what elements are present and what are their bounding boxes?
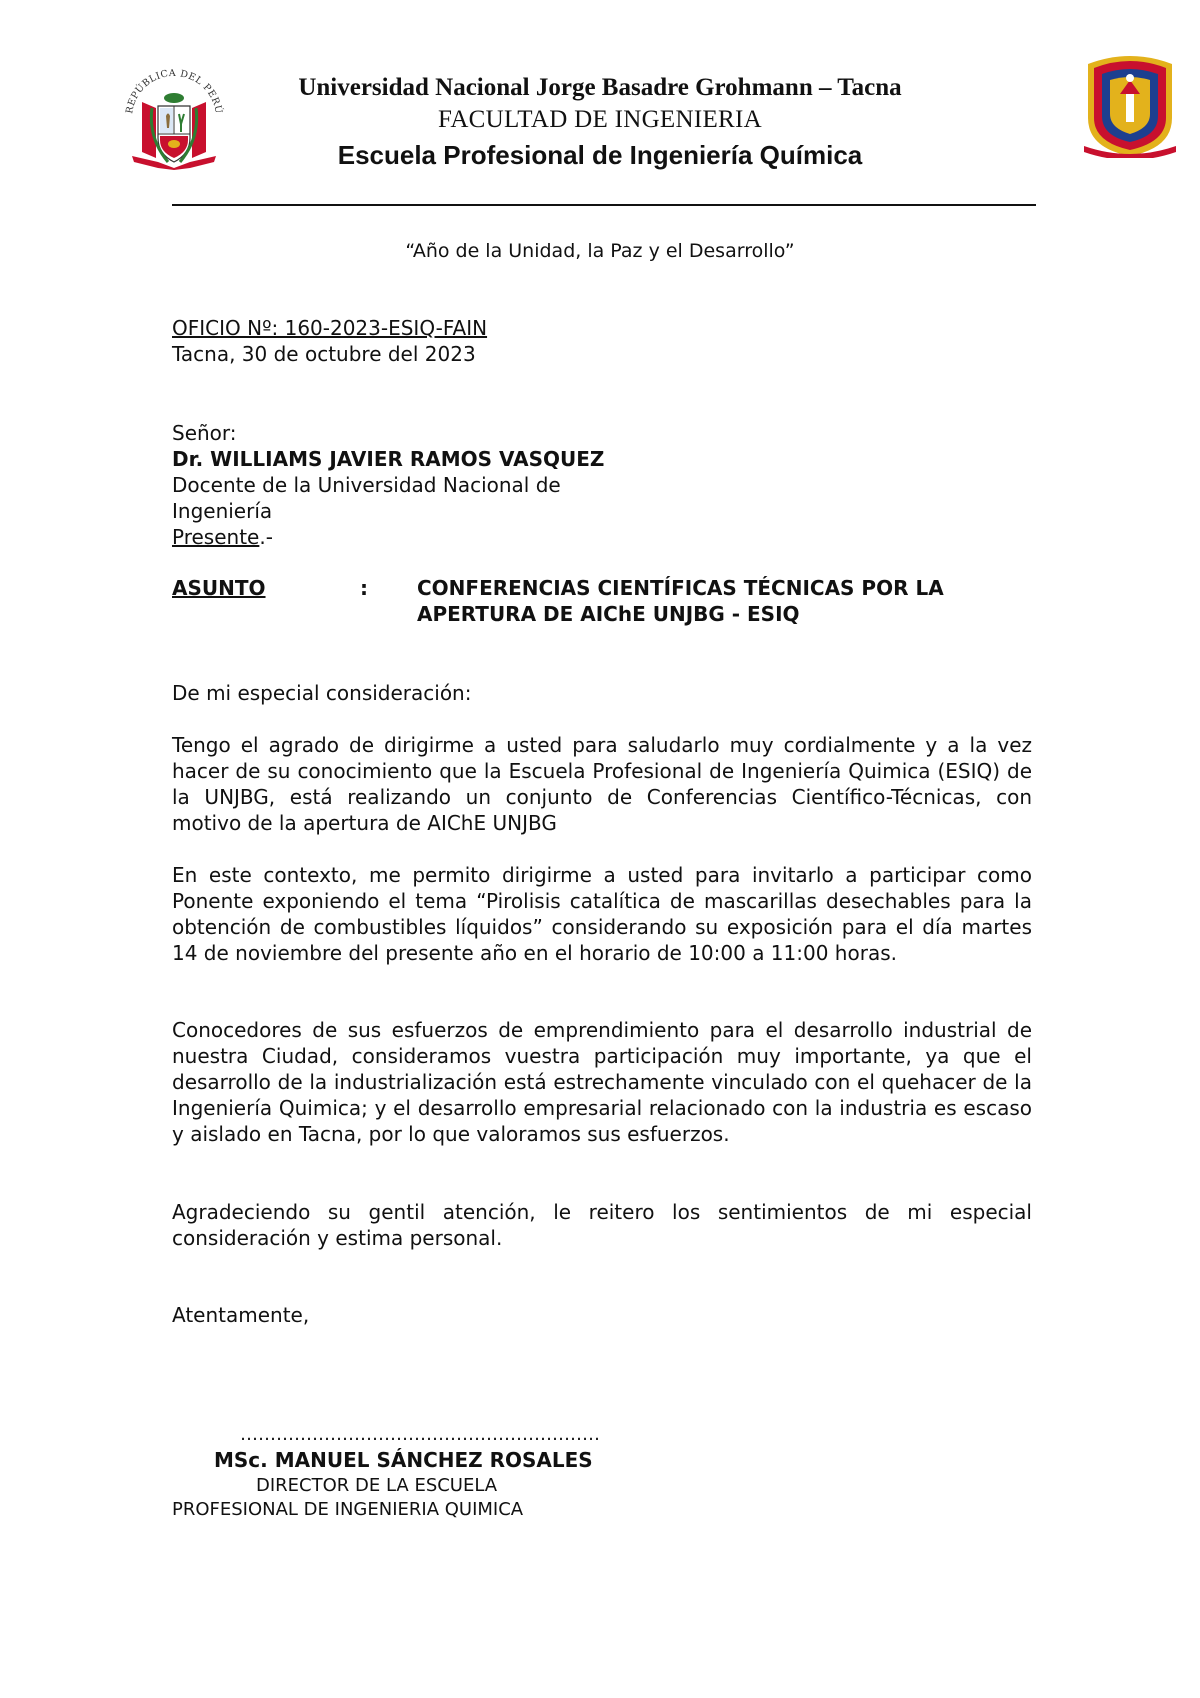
asunto-label: ASUNTO bbox=[172, 576, 266, 600]
presente-line bbox=[172, 524, 1032, 550]
faculty-name: FACULTAD DE INGENIERIA bbox=[437, 106, 763, 133]
paragraph-2: En este contexto, me permito dirigirme a usted para invitarlo a participar como Ponente exponiendo el tema “Pirolisis catalítica de mascarillas desechables para la obtención de combustibles líquidos” considerando su exposición para el día martes 14 de noviembre del presente año en el horario de 10:00 a 11:00 horas. bbox=[172, 863, 1032, 965]
recipient-name: Dr. WILLIAMS JAVIER RAMOS VASQUEZ bbox=[172, 447, 605, 471]
place-date: Tacna, 30 de octubre del 2023 bbox=[172, 342, 476, 366]
oficio-reference: OFICIO Nº: 160-2023-ESIQ-FAIN bbox=[172, 316, 488, 340]
svg-text:REPÚBLICA DEL PERÚ: REPÚBLICA DEL PERÚ bbox=[124, 67, 224, 115]
salutation: Señor: bbox=[172, 421, 237, 445]
asunto-colon: : bbox=[360, 576, 368, 600]
year-motto: “Año de la Unidad, la Paz y el Desarrollo” bbox=[405, 240, 795, 262]
signatory-title-line2: PROFESIONAL DE INGENIERIA QUIMICA bbox=[172, 1499, 524, 1520]
reference-block bbox=[172, 315, 1032, 367]
recipient-block bbox=[172, 420, 1032, 550]
signatory-name: MSc. MANUEL SÁNCHEZ ROSALES bbox=[214, 1448, 593, 1472]
paragraph-1: Tengo el agrado de dirigirme a usted para saludarlo muy cordialmente y a la vez hacer de su conocimiento que la Escuela Profesional de Ingeniería Quimica (ESIQ) de la UNJBG, está realizando un conjunto de Conferencias Científico-Técnicas, con motivo de la apertura de AIChE UNJBG bbox=[172, 733, 1032, 835]
university-name: Universidad Nacional Jorge Basadre Grohmann – Tacna bbox=[298, 74, 902, 101]
recipient-role-line2: Ingeniería bbox=[172, 499, 273, 523]
school-name: Escuela Profesional de Ingeniería Química bbox=[337, 140, 863, 170]
signature-line: …………………………………………………… bbox=[240, 1424, 600, 1445]
closing: Atentamente, bbox=[172, 1303, 310, 1327]
presente-word: Presente bbox=[172, 525, 260, 549]
header-divider bbox=[172, 204, 1036, 206]
paragraph-4: Agradeciendo su gentil atención, le reitero los sentimientos de mi especial consideración y estima personal. bbox=[172, 1200, 1032, 1250]
recipient-role-line1: Docente de la Universidad Nacional de bbox=[172, 473, 561, 497]
asunto-text: CONFERENCIAS CIENTÍFICAS TÉCNICAS POR LA APERTURA DE AIChE UNJBG - ESIQ bbox=[417, 576, 944, 626]
signatory-title-line1: DIRECTOR DE LA ESCUELA bbox=[256, 1475, 498, 1496]
paragraph-3: Conocedores de sus esfuerzos de emprendimiento para el desarrollo industrial de nuestra Ciudad, consideramos vuestra participación muy importante, ya que el desarrollo de la industrialización está estrechamente vinculado con el quehacer de la Ingeniería Quimica; y el desarrollo empresarial relacionado con la industria es escaso y aislado en Tacna, por lo que valoramos sus esfuerzos. bbox=[172, 1018, 1032, 1146]
presente-suffix: .- bbox=[259, 525, 273, 549]
greeting: De mi especial consideración: bbox=[172, 681, 472, 705]
